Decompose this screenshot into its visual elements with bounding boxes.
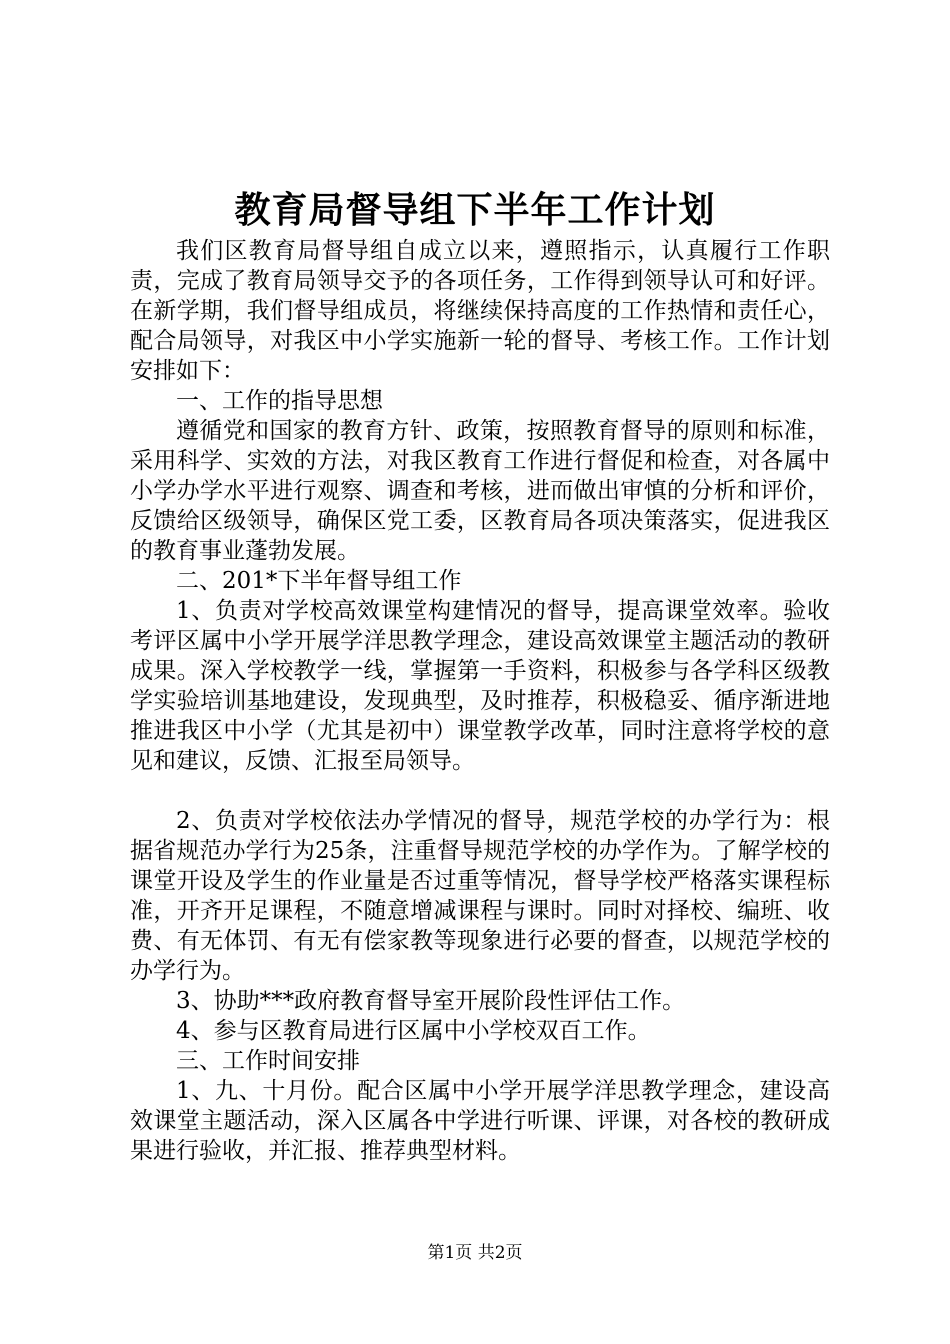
work-item-4: 4、参与区教育局进行区属中小学校双百工作。 [176, 1018, 651, 1044]
section-heading-guiding-thought: 一、工作的指导思想 [176, 388, 383, 414]
work-item-2: 2、负责对学校依法办学情况的督导，规范学校的办学行为：根据省规范办学行为25条，注重督导规范学校的办学作为。了解学校的课堂开设及学生的作业量是否过重等情况，督导学校严格落实课程标准，开齐开足课程，不随意增减课程与课时。同时对择校、编班、收费、有无体罚、有无有偿家教等现象进行必要的督查，以规范学校的办学行为。 [130, 808, 830, 984]
guiding-thought-paragraph: 遵循党和国家的教育方针、政策，按照教育督导的原则和标准，采用科学、实效的方法，对我区教育工作进行督促和检查，对各属中小学办学水平进行观察、调查和考核，进而做出审慎的分析和评价，反馈给区级领导，确保区党工委，区教育局各项决策落实，促进我区的教育事业蓬勃发展。 [130, 418, 830, 564]
document-title: 教育局督导组下半年工作计划 [234, 189, 716, 231]
page-number-footer: 第1页 共2页 [427, 1243, 523, 1263]
document-body [130, 236, 830, 1166]
work-item-3: 3、协助***政府教育督导室开展阶段性评估工作。 [176, 988, 686, 1014]
section-heading-work-items: 二、201*下半年督导组工作 [176, 568, 462, 594]
intro-paragraph: 我们区教育局督导组自成立以来，遵照指示，认真履行工作职责，完成了教育局领导交予的各项任务，工作得到领导认可和好评。在新学期，我们督导组成员，将继续保持高度的工作热情和责任心，配合局领导，对我区中小学实施新一轮的督导、考核工作。工作计划安排如下： [130, 238, 830, 384]
schedule-item-1: 1、九、十月份。配合区属中小学开展学洋思教学理念，建设高效课堂主题活动，深入区属各中学进行听课、评课，对各校的教研成果进行验收，并汇报、推荐典型材料。 [130, 1078, 830, 1164]
work-item-1: 1、负责对学校高效课堂构建情况的督导，提高课堂效率。验收考评区属中小学开展学洋思教学理念，建设高效课堂主题活动的教研成果。深入学校教学一线，掌握第一手资料，积极参与各学科区级教学实验培训基地建设，发现典型，及时推荐，积极稳妥、循序渐进地推进我区中小学（尤其是初中）课堂教学改革，同时注意将学校的意见和建议，反馈、汇报至局领导。 [130, 598, 830, 774]
section-heading-schedule: 三、工作时间安排 [176, 1048, 360, 1074]
